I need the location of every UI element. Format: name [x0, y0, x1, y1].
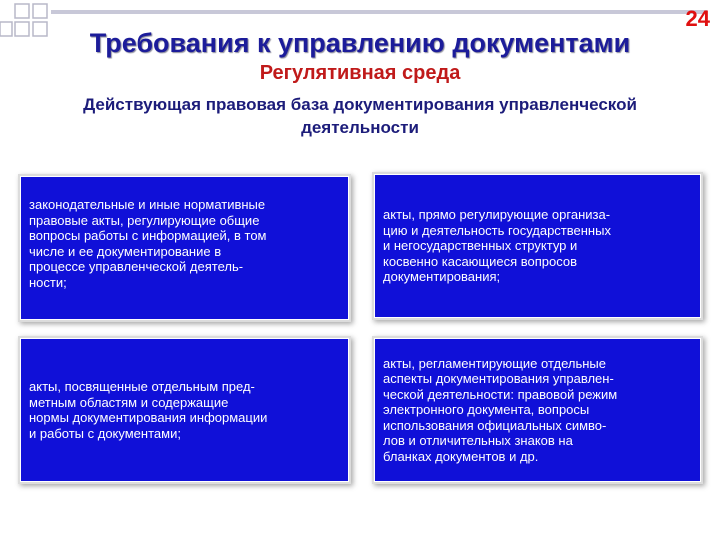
box-fill: [375, 175, 700, 317]
box-fill: [21, 177, 348, 319]
page-title: Требования к управлению документами: [89, 28, 631, 58]
box-text: законодательные и иные нормативные правовые акты, регулирующие общие вопросы работы с информацией, в том числе и ее документирование в процессе управленческой деятель- ности;: [29, 197, 267, 290]
legal-acts-box-subject-areas: [18, 336, 351, 484]
box-fill: [21, 339, 348, 481]
page-subtitle: Регулятивная среда: [259, 62, 461, 84]
box-text: акты, посвященные отдельным пред- метным областям и содержащие нормы документирования информации и работы с документами;: [29, 379, 268, 441]
legal-acts-box-organization: [372, 172, 703, 320]
legal-acts-box-specific-aspects: [372, 336, 703, 484]
section-heading: Действующая правовая база документирования управленческой деятельности: [83, 95, 637, 137]
box-fill: [375, 339, 700, 481]
legal-acts-box-general: [18, 174, 351, 322]
box-text: акты, прямо регулирующие организа- цию и деятельность государственных и негосударственных структур и косвенно касающиеся вопросов документирования;: [383, 207, 611, 284]
page-number: 24: [685, 6, 710, 31]
box-text: акты, регламентирующие отдельные аспекты документирования управлен- ческой деятельности: правовой режим электронного документа, вопросы использования официальных симво- лов и отличительных знаков на бланках документов и др.: [383, 355, 618, 464]
